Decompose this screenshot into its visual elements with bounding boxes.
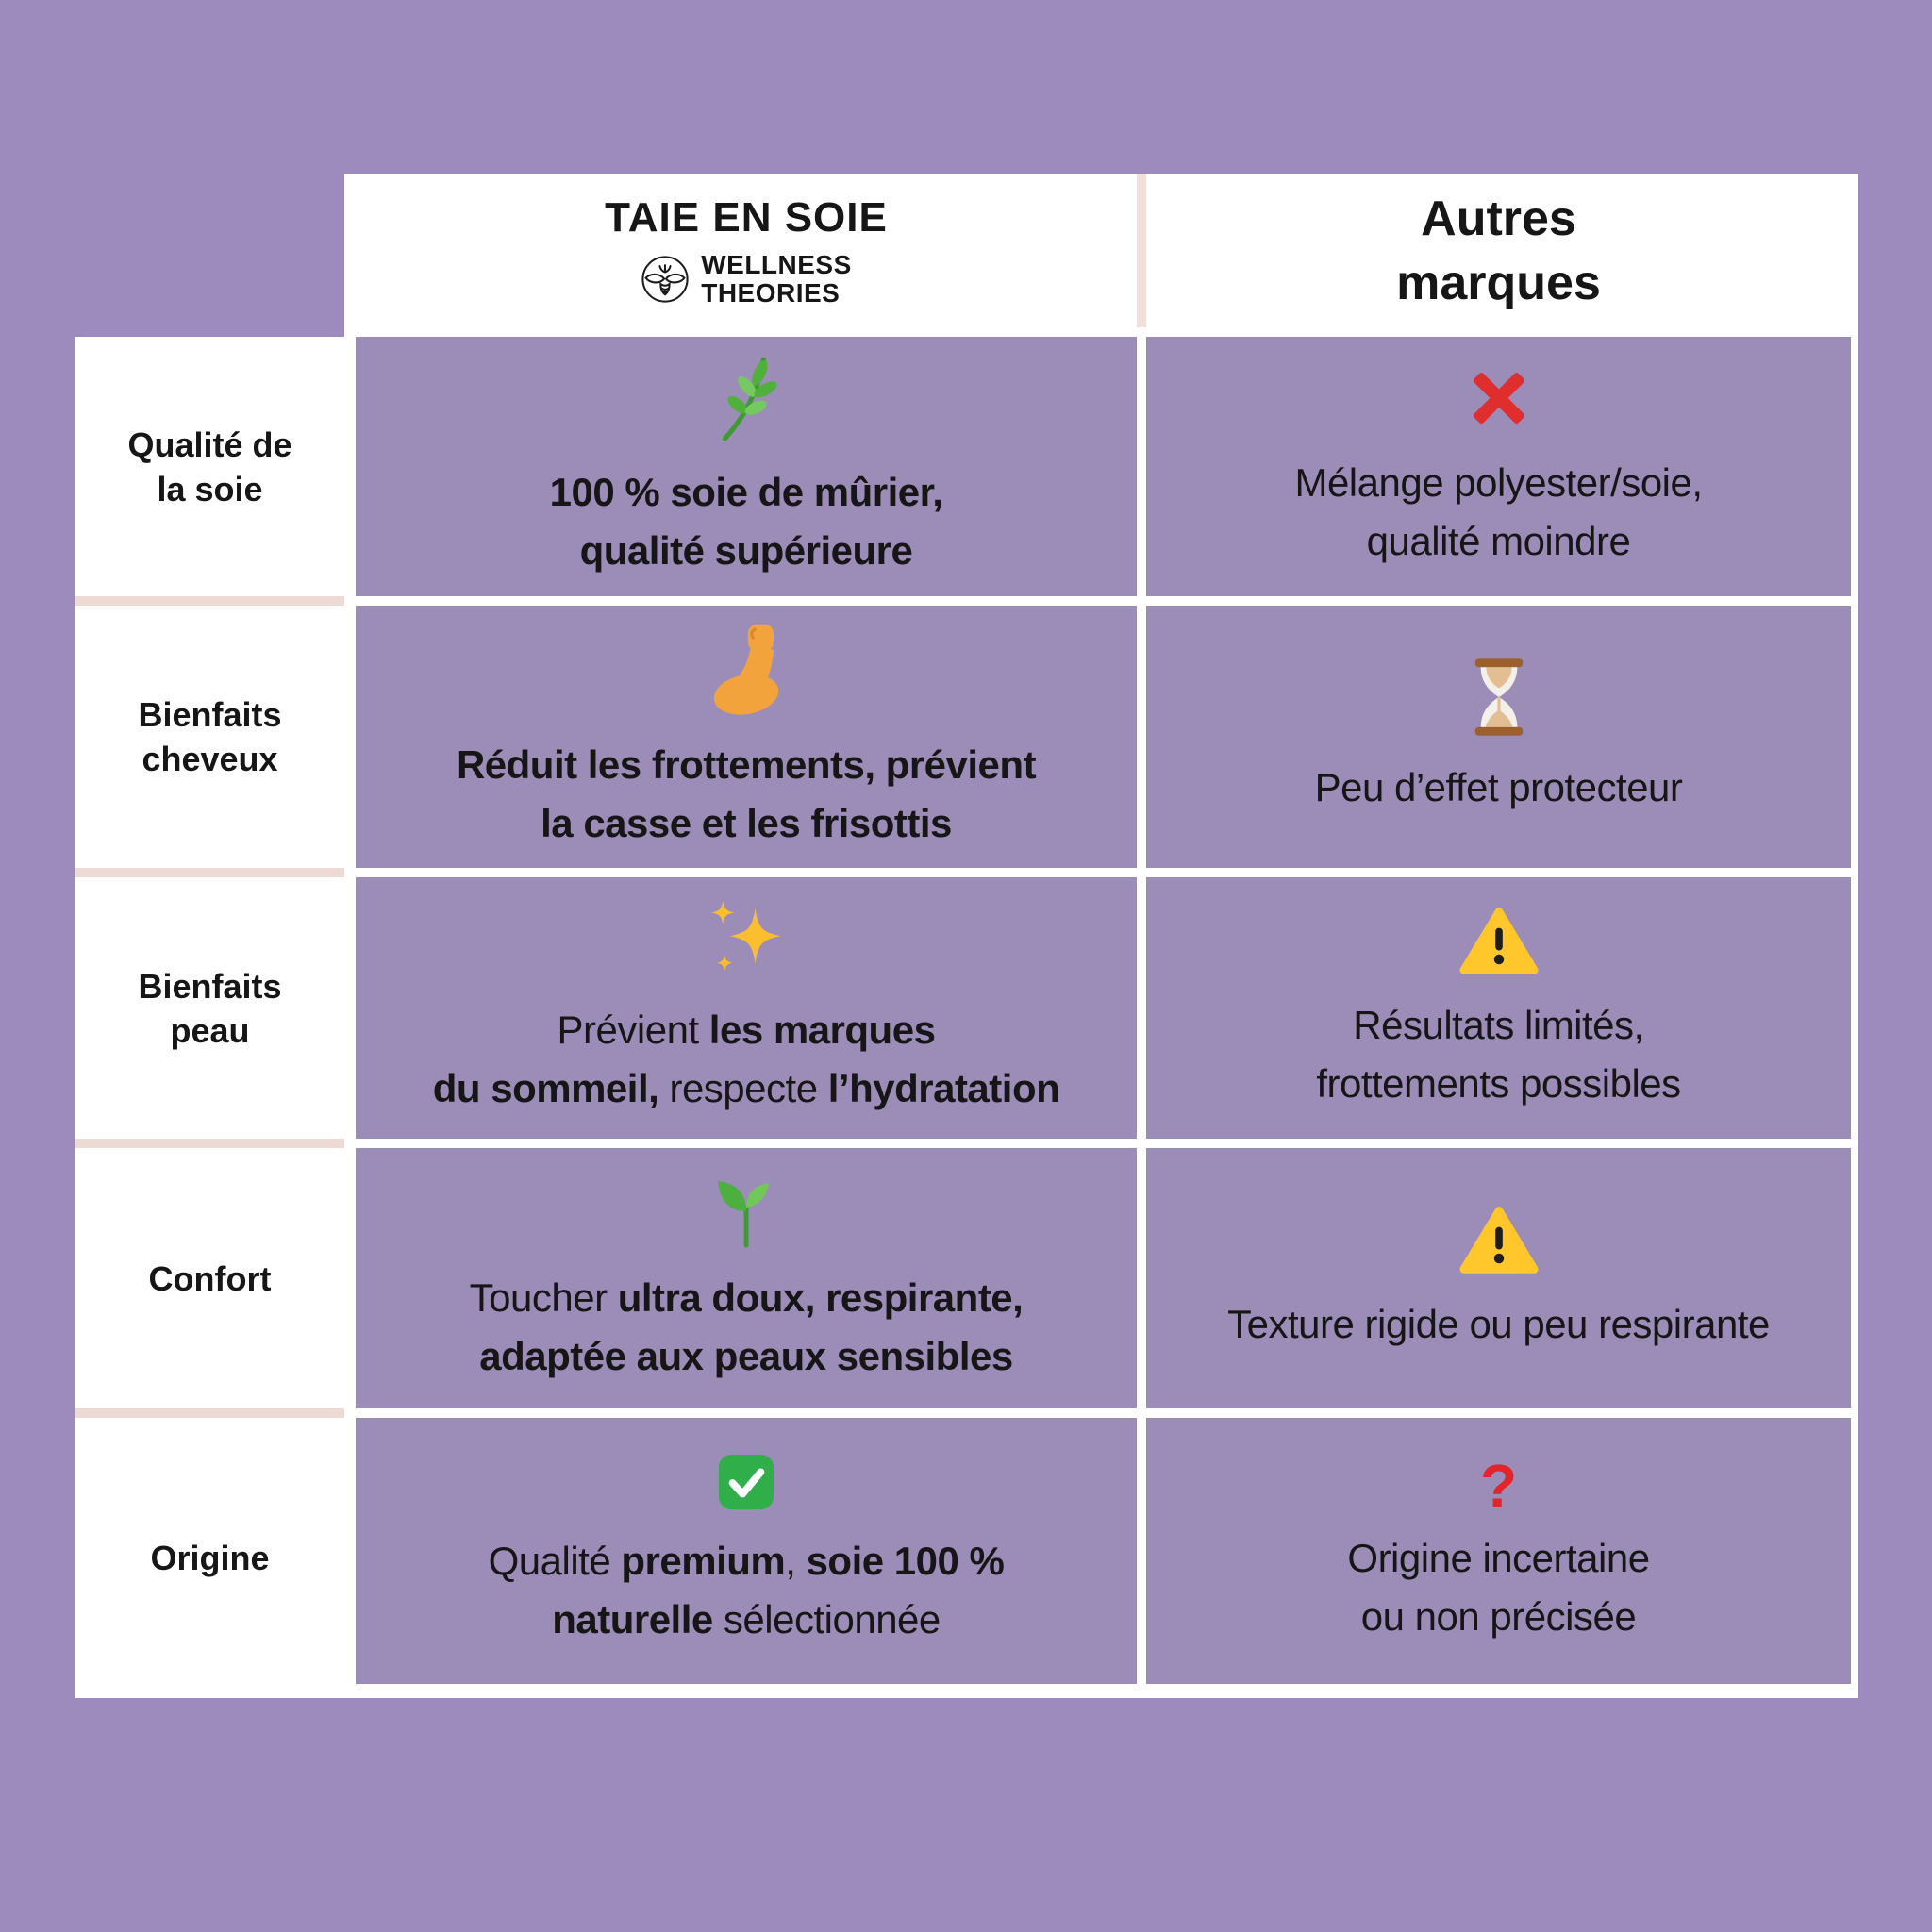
cell-origine-taie <box>356 1418 1137 1684</box>
sparkles-icon <box>708 899 784 980</box>
cell-text-line: Mélange polyester/soie, <box>1294 459 1703 505</box>
header-brand-column <box>356 174 1137 327</box>
row-label-bienfaits-cheveux <box>75 606 344 868</box>
warning-icon <box>1459 1203 1539 1274</box>
cell-text-line: naturelle sélectionnée <box>552 1597 941 1641</box>
comparison-table <box>75 174 1858 1698</box>
cell-cheveux-autres <box>1146 606 1851 868</box>
cell-cheveux-taie <box>356 606 1137 868</box>
check-mark-icon <box>717 1453 775 1511</box>
cell-text-line: ou non précisée <box>1360 1594 1637 1639</box>
cell-text <box>1294 454 1702 571</box>
brand-name <box>701 251 852 308</box>
cell-text <box>1227 1295 1770 1354</box>
brand-name-line1: WELLNESS <box>701 249 852 279</box>
cell-text-line: Texture rigide ou peu respirante <box>1227 1302 1770 1346</box>
other-brands-line2: marques <box>1396 255 1601 310</box>
cell-confort-autres <box>1146 1148 1851 1408</box>
label-line: peau <box>170 1010 250 1050</box>
cell-text <box>1347 1529 1649 1646</box>
cell-qualite-taie <box>356 337 1137 596</box>
header-column-divider <box>1137 174 1146 327</box>
bee-logo-icon <box>641 255 690 304</box>
cell-text <box>470 1269 1024 1386</box>
row-label-qualite-soie <box>75 337 344 596</box>
cell-origine-autres <box>1146 1418 1851 1684</box>
cell-text <box>489 1532 1005 1649</box>
cell-text-line: Prévient les marques <box>557 1007 936 1052</box>
cell-text <box>433 1001 1060 1118</box>
row-label-confort <box>75 1148 344 1408</box>
cell-text-line: Origine incertaine <box>1347 1536 1650 1580</box>
herb-icon <box>715 354 777 442</box>
cell-confort-taie <box>356 1148 1137 1408</box>
cell-text <box>1316 996 1680 1113</box>
cell-text-line: 100 % soie de mûrier, <box>549 469 943 514</box>
header-other-brands-column <box>1146 174 1851 327</box>
cell-text-line: frottements possibles <box>1316 1060 1681 1106</box>
flexed-biceps-icon <box>703 621 790 715</box>
cell-text <box>457 736 1036 853</box>
label-line: Confort <box>148 1258 272 1298</box>
cell-text-line: qualité supérieure <box>579 527 913 573</box>
brand-name-line2: THEORIES <box>701 277 841 308</box>
cell-text-line: Résultats limités, <box>1353 1002 1644 1047</box>
row-label-bienfaits-peau <box>75 877 344 1139</box>
cell-peau-taie <box>356 877 1137 1139</box>
cell-text-line: la casse et les frisottis <box>541 801 952 845</box>
cell-text <box>1315 758 1683 817</box>
label-line: la soie <box>157 469 263 508</box>
red-question-icon: ? <box>1479 1452 1518 1520</box>
hourglass-icon <box>1472 657 1526 738</box>
brand-product-title: TAIE EN SOIE <box>605 193 888 241</box>
cell-qualite-autres <box>1146 337 1851 596</box>
label-line: Bienfaits <box>138 695 282 734</box>
cell-text-line: Réduit les frottements, prévient <box>456 742 1037 787</box>
cell-text-line: Toucher ultra doux, respirante, <box>469 1275 1024 1320</box>
cell-text-line: Peu d’effet protecteur <box>1314 765 1683 809</box>
label-line: Qualité de <box>127 425 292 464</box>
other-brands-line1: Autres <box>1421 191 1576 246</box>
cell-text-line: qualité moindre <box>1366 518 1631 563</box>
row-label-origine <box>75 1418 344 1698</box>
warning-icon <box>1459 904 1539 975</box>
seedling-icon <box>716 1171 776 1248</box>
label-line: Origine <box>150 1539 270 1577</box>
brand-logo-row <box>641 251 852 308</box>
label-line: Bienfaits <box>138 966 282 1006</box>
cell-text-line: Qualité premium, soie 100 % <box>488 1539 1005 1583</box>
label-line: cheveux <box>142 740 278 778</box>
cell-peau-autres <box>1146 877 1851 1139</box>
cell-text-line: du sommeil, respecte l’hydratation <box>432 1065 1060 1110</box>
cell-text <box>550 463 943 580</box>
cross-mark-icon <box>1464 363 1534 433</box>
cell-text-line: adaptée aux peaux sensibles <box>479 1334 1013 1378</box>
